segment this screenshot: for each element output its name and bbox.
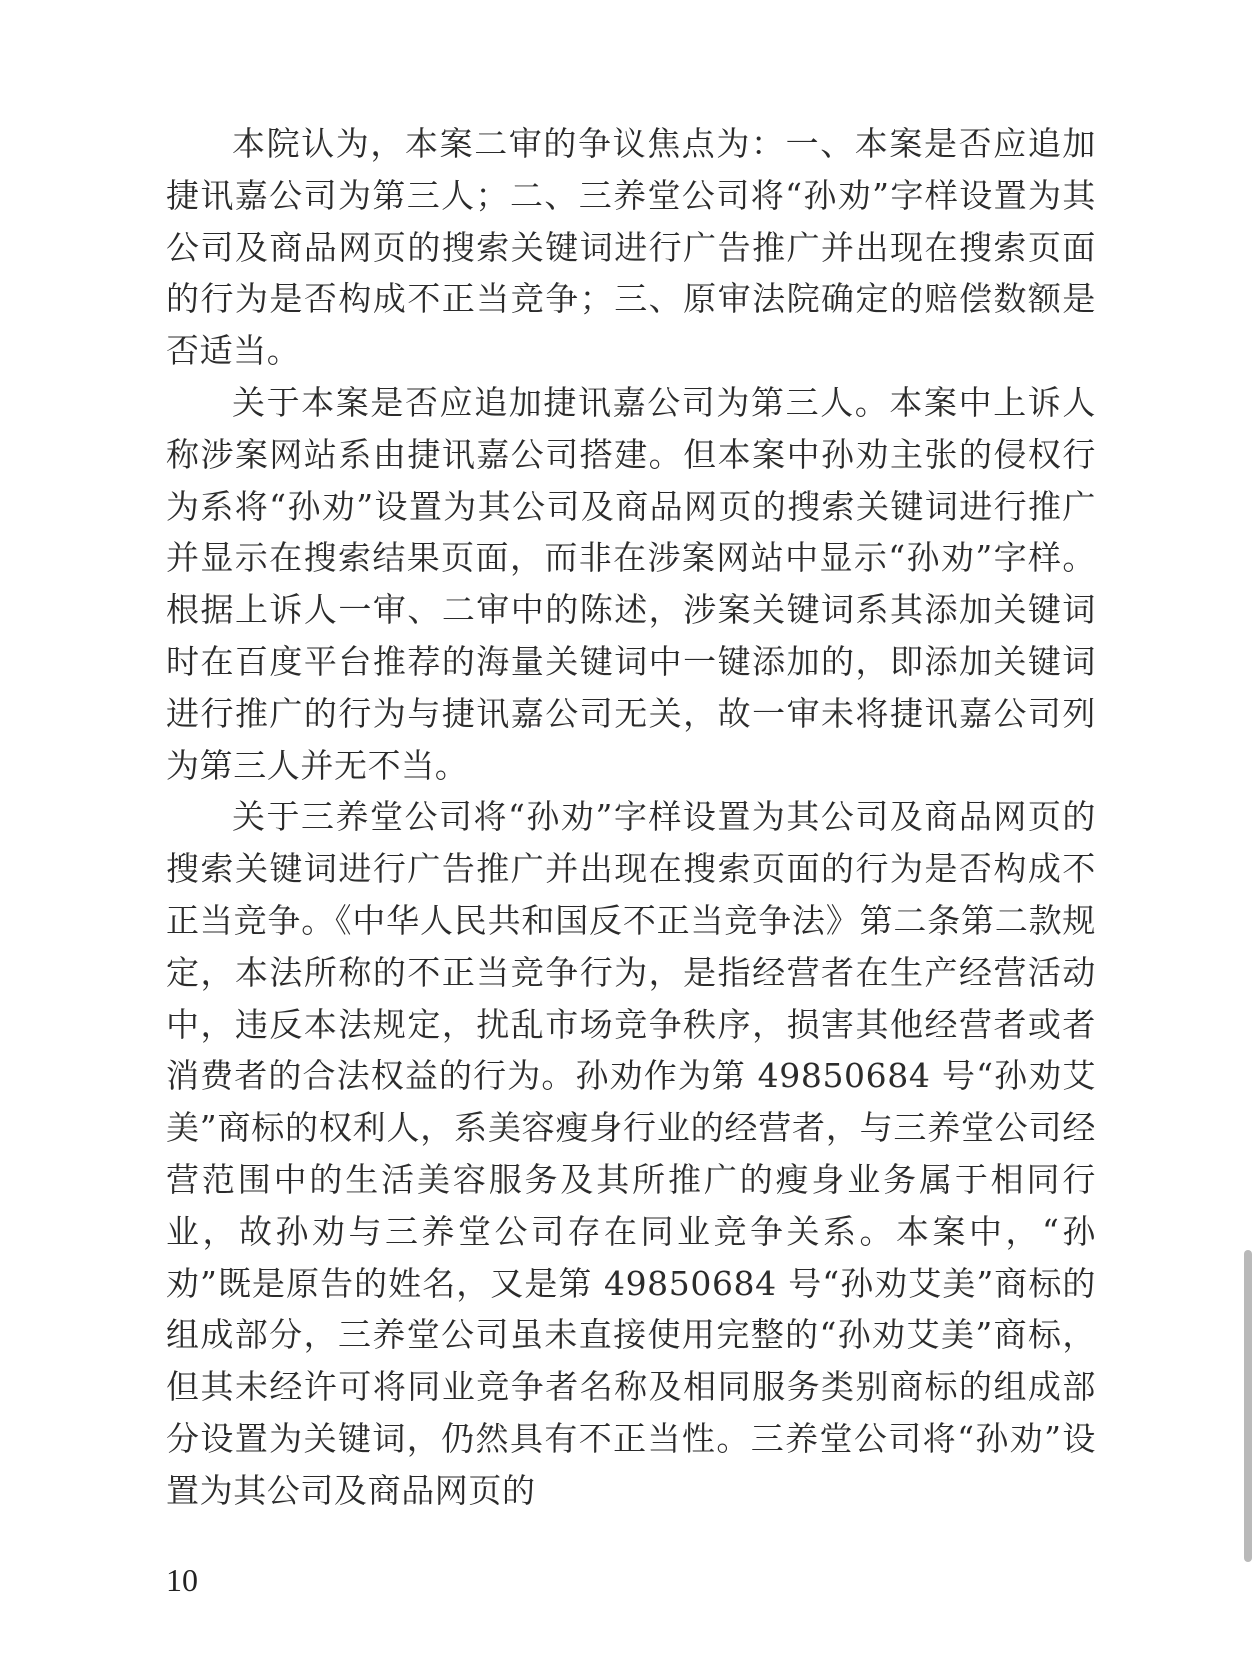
document-body [166,118,1096,1517]
paragraph-unfair-competition: 关于三养堂公司将“孙劝”字样设置为其公司及商品网页的搜索关键词进行广告推广并出现在搜索页面的行为是否构成不正当竞争。《中华人民共和国反不正当竞争法》第二条第二款规定，本法所称的不正当竞争行为，是指经营者在生产经营活动中，违反本法规定，扰乱市场竞争秩序，损害其他经营者或者消费者的合法权益的行为。孙劝作为第 49850684 号“孙劝艾美”商标的权利人，系美容瘦身行业的经营者，与三养堂公司经营范围中的生活美容服务及其所推广的瘦身业务属于相同行业，故孙劝与三养堂公司存在同业竞争关系。本案中，“孙劝”既是原告的姓名，又是第 49850684 号“孙劝艾美”商标的组成部分，三养堂公司虽未直接使用完整的“孙劝艾美”商标，但其未经许可将同业竞争者名称及相同服务类别商标的组成部分设置为关键词，仍然具有不正当性。三养堂公司将“孙劝”设置为其公司及商品网页的 [166,797,1096,1510]
paragraph-dispute-focus: 本院认为，本案二审的争议焦点为：一、本案是否应追加捷讯嘉公司为第三人；二、三养堂公司将“孙劝”字样设置为其公司及商品网页的搜索关键词进行广告推广并出现在搜索页面的行为是否构成不正当竞争；三、原审法院确定的赔偿数额是否适当。 [166,124,1096,371]
scrollbar[interactable] [1240,0,1254,1660]
page-number: 10 [166,1562,198,1598]
scrollbar-thumb[interactable] [1244,1250,1252,1562]
paragraph-third-party: 关于本案是否应追加捷讯嘉公司为第三人。本案中上诉人称涉案网站系由捷讯嘉公司搭建。但本案中孙劝主张的侵权行为系将“孙劝”设置为其公司及商品网页的搜索关键词进行推广并显示在搜索结果页面，而非在涉案网站中显示“孙劝”字样。根据上诉人一审、二审中的陈述，涉案关键词系其添加关键词时在百度平台推荐的海量关键词中一键添加的，即添加关键词进行推广的行为与捷讯嘉公司无关，故一审未将捷讯嘉公司列为第三人并无不当。 [166,382,1096,785]
